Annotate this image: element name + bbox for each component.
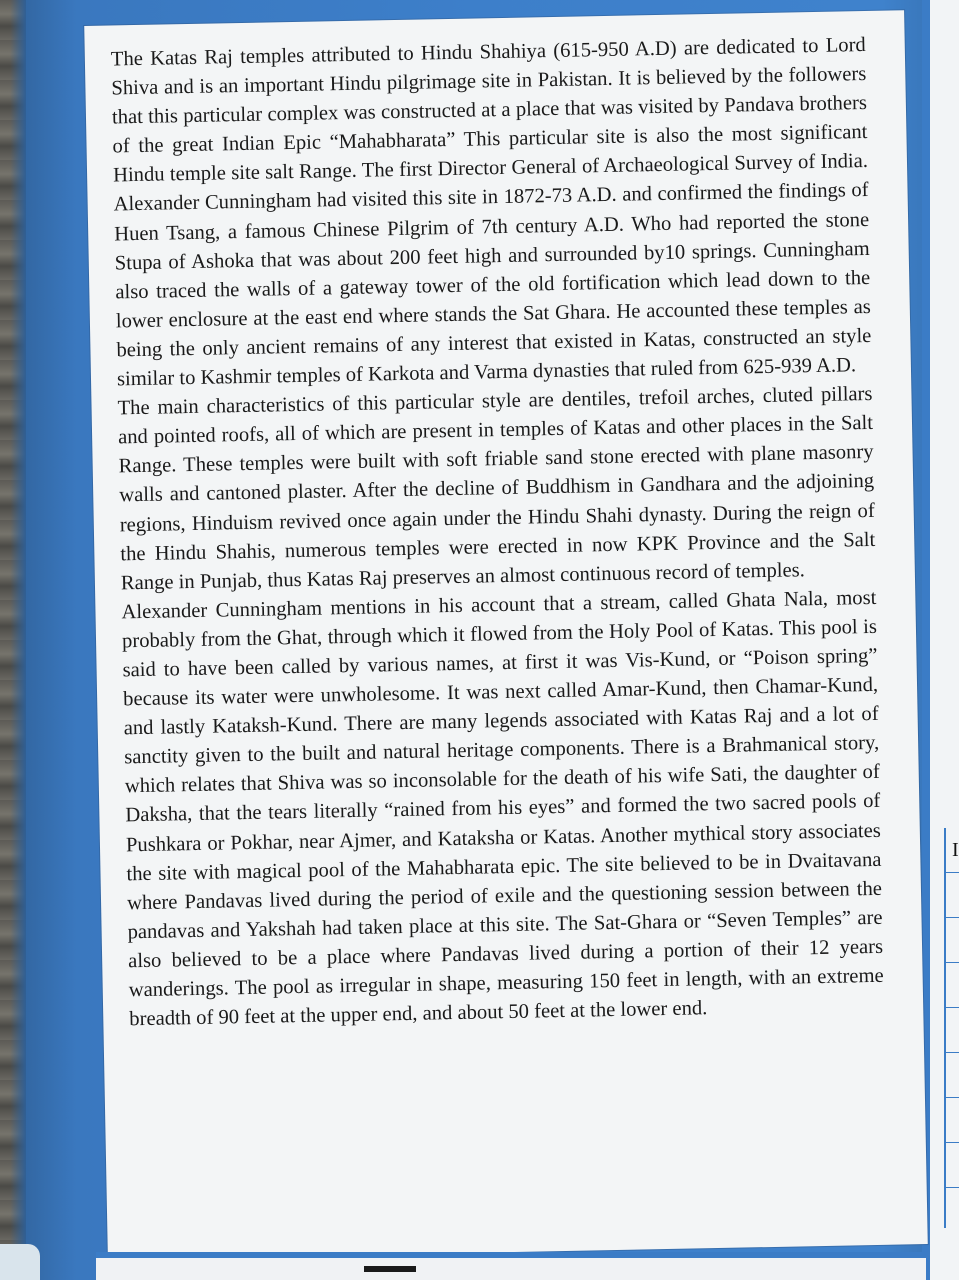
- sign-paragraph: The Katas Raj temples attributed to Hindu Shahiya (615-950 A.D) are dedicated to Lord Shiva and is an important Hindu pilgrimage site in Pakistan. It is believed by the followers that this particular complex was constructed at a place that was visited by Pandava brothers of the great Indian Epic “Mahabharata” This particular site is also the most significant Hindu temple site salt Range. The first Director General of Archaeological Survey of India. Alexander Cunningham had visited this site in 1872-73 A.D. and confirmed the findings of Huen Tsang, a famous Chinese Pilgrim of 7th century A.D. Who had reported the stone Stupa of Ashoka that was about 200 feet high and surrounded by10 springs. Cunningham also traced the walls of a gateway tower of the old fortification which lead down to the lower enclosure at the east end where stands the Sat Ghara. He accounted these temples as being the only ancient remains of any interest that existed in Katas, constructed an style similar to Kashmir temples of Karkota and Varma dynasties that ruled from 625-939 A.D.: [110, 33, 872, 391]
- sign-text-body: [111, 31, 885, 1034]
- table-row: [946, 828, 959, 873]
- table-row: [946, 873, 959, 918]
- table-row: [946, 918, 959, 963]
- corner-sticker: [0, 1244, 40, 1280]
- table-row: [946, 1098, 959, 1143]
- stone-wall-edge: [0, 0, 26, 1280]
- table-row: [946, 1053, 959, 1098]
- adjacent-sign-table: [944, 828, 959, 1228]
- sign-paragraph: The main characteristics of this particular style are dentiles, trefoil arches, cluted pillars and pointed roofs, all of which are present in temples of Katas and other places in the Salt Range. These temples were built with soft friable sand stone erected with plane masonry walls and cantoned plaster. After the decline of Buddhism in Gandhara and the adjoining regions, Hinduism revived once again under the Hindu Shahi dynasty. During the reign of the Hindu Shahis, numerous temples were erected in now KPK Province and the Salt Range in Punjab, thus Katas Raj preserves an almost continuous record of temples.: [117, 383, 876, 595]
- table-row: [946, 1143, 959, 1188]
- table-row: [946, 1008, 959, 1053]
- sign-paragraph: Alexander Cunningham mentions in his account that a stream, called Ghata Nala, most probably from the Ghat, through which it flowed from the Holy Pool of Katas. This pool is said to have been called by various names, at first it was Vis-Kund, or “Poison spring” because its water were unwholesome. It was next called Amar-Kund, then Chamar-Kund, and lastly Kataksh-Kund. There are many legends associated with Katas Raj and a lot of sanctity given to the built and natural heritage components. There is a Brahmanical story, which relates that Shiva was so inconsolable for the death of his wife Sati, the daughter of Daksha, that the tears literally “rained from his eyes” and formed the two sacred pools of Pushkara or Pokhar, near Ajmer, and Kataksha or Katas. Another mythical story associates the site with magical pool of the Mahabharata epic. The site believed to be in Dvaitavana where Pandavas lived during the period of exile and the questioning session between the pandavas and Yakshah had taken place at this site. The Sat-Ghara or “Seven Temples” are also believed to be a place where Pandavas lived during a portion of their 12 years wanderings. The pool as irregular in shape, measuring 150 feet in length, with an extreme breadth of 90 feet at the upper end, and about 50 feet at the lower end.: [121, 586, 884, 1031]
- sign-bottom-strip: [96, 1252, 926, 1280]
- table-row: [946, 963, 959, 1008]
- information-sign-panel: [84, 10, 928, 1260]
- partial-letter: I: [952, 839, 959, 861]
- partial-heading-letter: [364, 1266, 416, 1280]
